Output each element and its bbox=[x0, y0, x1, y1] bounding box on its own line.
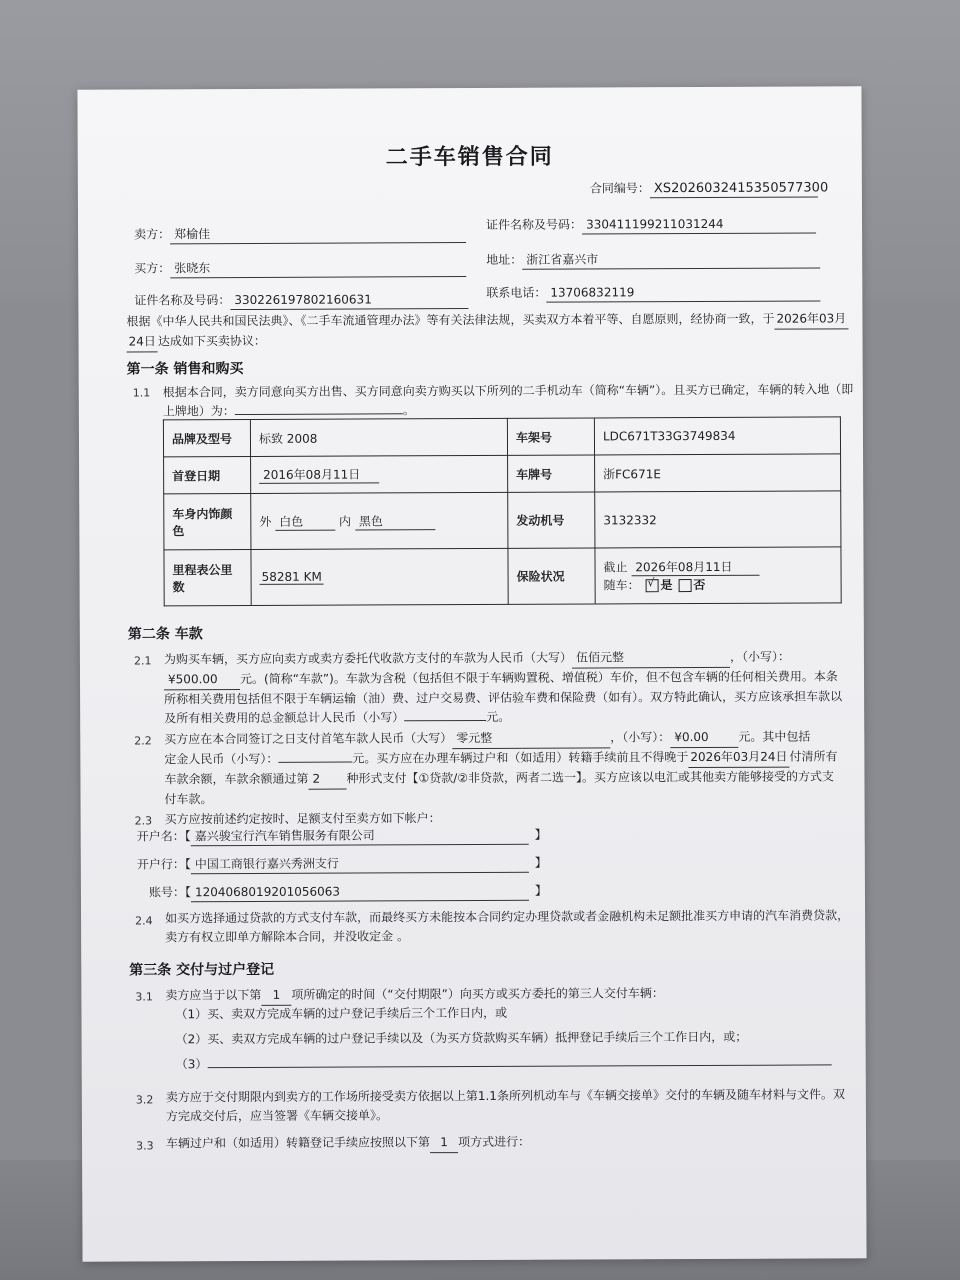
clause-1-1: 根据本合同，卖方同意向买方出售、买方同意向卖方购买以下所列的二手机动车（简称“车辆”）。且买方已确定，车辆的转入地（即 上牌地）为： 。 bbox=[162, 382, 854, 419]
engine-label: 发动机号 bbox=[508, 492, 595, 548]
exterior-color: 白色 bbox=[275, 512, 335, 530]
document-title: 二手车销售合同 bbox=[385, 144, 554, 171]
plate-value: 浙FC671E bbox=[595, 454, 841, 492]
buyer-addr-row: 地址： 浙江省嘉兴市 bbox=[486, 250, 820, 269]
reg-date-value: 2016年08月11日 bbox=[259, 465, 379, 484]
buyer-id-row: 证件名称及号码： 330226197802160631 bbox=[134, 291, 468, 310]
plate-label: 车牌号 bbox=[508, 455, 595, 492]
seller-row: 卖方： 郑榆佳 bbox=[134, 225, 466, 244]
clause-2-4: 如买方选择通过贷款的方式支付车款，而最终买方未能按本合同约定办理贷款或者金融机构未足额批准买方申请的汽车消费贷款， 卖方有权立即单方解除本合同，并没收定金 。 bbox=[165, 908, 850, 945]
check-mark-icon: √ bbox=[647, 576, 655, 590]
insurance-no-checkbox[interactable] bbox=[678, 579, 691, 592]
color-label: 车身内饰颜 色 bbox=[164, 493, 251, 549]
account-bank-row: 开户行：【 中国工商银行嘉兴秀洲支行 】 bbox=[137, 855, 547, 875]
contract-paper: 二手车销售合同 合同编号： XS2026032415350577300 卖方： 郑榆佳 证件名称及号码： 330411199211031244 买方： 张晓东 地址： 浙江省嘉兴市 证件名称及号码： 330226197802160631 联系电话： 13706832119 根据《中华人民共和国民法典》、《二手车流通管理办法》等有关法律法规，买卖双方本着平等、自愿原则，经协商一致，于 2026年03月 24日 达成如下买卖协议： 第一条 销售和购买 1.1 根据本合同，卖方同意向买方出售、买方同意向卖方购买以下所列的二手机动车（简称“车辆”）。且买方已确定，车辆的转入地（即 上牌地）为： 。 品牌及型号 标致 2008 车架号 LDC671T33G3749834 首登日期 2016年08月11日 车牌号 浙FC671E 车身内饰颜 色 外 白色 内 黑色 发动机号 3132332 里程表公里 数 58281 KM 保险状况 截止 2026年08月11日 随车： √ 是 否 第二条 车款 2.1 为购买车辆，买方应向卖方或卖方委托代收款方支付的车款为人民币（大写） 伍佰元整 ，（小写）： ¥500.00 元。(简称“车款”)。车款为含税（包括但不限于车辆购置税、增值税）车价，但不包含车辆的任何相关费用。本条 所称相关费用包括但不限于车辆运输（油）费、过户交易费、评估验车费和保险费（如有）。双方特此确认，买方应该承担车款以 及所有相关费用的总金额总计人民币（小写） 元。 2.2 买方应在本合同签订之日支付首笔车款人民币（大写） 零元整 ，（小写）： ¥0.00 元。其中包括 定金人民币（小写）： 元。买方应在办理车辆过户和（如适用）转籍手续前且不得晚于 2026年03月24日 付清所有 车款余额，车款余额通过第 2 种形式支付【①贷款/②非贷款，两者二选一】。买方应该以电汇或其他卖方能够接受的方式支 付车款。 2.3 买方应按前述约定按时、足额支付至卖方如下帐户： 开户名：【 嘉兴骏宝行汽车销售服务有限公司 】 开户行：【 中国工商银行嘉兴秀洲支行 】 账号：【 1204068019201056063 】 2.4 如买方选择通过贷款的方式支付车款，而最终买方未能按本合同约定办理贷款或者金融机构未足额批准买方申请的汽车消费贷款， 卖方有权立即单方解除本合同，并没收定金 。 第三条 交付与过户登记 3.1 卖方应当于以下第 1 项所确定的时间（“交付期限”）向买方或买方委托的第三人交付车辆： （1）买、卖双方完成车辆的过户登记手续后三个工作日内，或 （2）买、卖双方完成车辆的过户登记手续以及（为买方贷款购买车辆）抵押登记手续后三个工作日内，或； （3） 3.2 卖方应于交付期限内到卖方的工作场所接受卖方依据以上第1.1条所列机动车与《车辆交接单》交付的车辆及随车材料与文件。双 方完成交付后，应当签署《车辆交接单》。 3.3 车辆过户和（如适用）转籍登记手续应按照以下第 1 项方式进行： bbox=[77, 86, 866, 1261]
section-3-heading: 第三条 交付与过户登记 bbox=[129, 961, 275, 979]
account-no-row: 账号：【 1204068019201056063 】 bbox=[149, 883, 547, 903]
buyer-id: 330226197802160631 bbox=[230, 291, 468, 310]
seller-id: 330411199211031244 bbox=[582, 215, 816, 234]
clause-3-1: 卖方应当于以下第 1 项所确定的时间（“交付期限”）向买方或买方委托的第三人交付车辆： bbox=[165, 984, 664, 1006]
brand-label: 品牌及型号 bbox=[163, 419, 250, 456]
clause-3-2: 卖方应于交付期限内到卖方的工作场所接受卖方依据以上第1.1条所列机动车与《车辆交接单》交付的车辆及随车材料与文件。双 方完成交付后，应当签署《车辆交接单》。 bbox=[165, 1087, 845, 1124]
clause-2-2: 买方应在本合同签订之日支付首笔车款人民币（大写） 零元整 ，（小写）： ¥0.00 元。其中包括 定金人民币（小写）： 元。买方应在办理车辆过户和（如适用）转籍手续前且不得晚于 2026年03月24日 付清所有 车款余额，车款余额通过第 2 种形式支付【①贷款/②非贷款，两者二选一】。买方应该以电汇或其他卖方能够接受的方式支 付车款。 bbox=[164, 729, 838, 807]
account-no: 1204068019201056063 bbox=[191, 883, 529, 902]
buyer-phone-row: 联系电话： 13706832119 bbox=[486, 283, 820, 302]
buyer-address: 浙江省嘉兴市 bbox=[522, 250, 820, 269]
insurance-value: 截止 2026年08月11日 随车： √ 是 否 bbox=[595, 547, 841, 604]
engine-value: 3132332 bbox=[595, 491, 841, 548]
interior-color: 黑色 bbox=[355, 512, 435, 530]
vehicle-info-table bbox=[163, 416, 842, 606]
option-3: （3） bbox=[176, 1052, 832, 1074]
clause-2-1: 为购买车辆，买方应向卖方或卖方委托代收款方支付的车款为人民币（大写） 伍佰元整 ，（小写）： ¥500.00 元。(简称“车款”)。车款为含税（包括但不限于车辆购置税、增值税）车价，但不包含车辆的任何相关费用。本条 所称相关费用包括但不限于车辆运输（油）费、过户交易费、评估验车费和保险费（如有）。双方特此确认，买方应该承担车款以 及所有相关费用的总金额总计人民币（小写） 元。 bbox=[163, 649, 843, 726]
account-name-row: 开户名：【 嘉兴骏宝行汽车销售服务有限公司 】 bbox=[137, 827, 547, 847]
brand-value: 标致 2008 bbox=[250, 418, 507, 456]
vin-value: LDC671T33G3749834 bbox=[594, 417, 840, 455]
seller-id-row: 证件名称及号码： 330411199211031244 bbox=[486, 215, 816, 234]
color-value: 外 白色 内 黑色 bbox=[251, 492, 508, 549]
buyer-phone: 13706832119 bbox=[546, 283, 820, 302]
account-bank: 中国工商银行嘉兴秀洲支行 bbox=[191, 855, 529, 874]
section-1-heading: 第一条 销售和购买 bbox=[126, 360, 244, 378]
insurance-label: 保险状况 bbox=[508, 548, 595, 604]
clause-2-3: 买方应按前述约定按时、足额支付至卖方如下帐户： bbox=[164, 811, 441, 827]
preamble: 根据《中华人民共和国民法典》、《二手车流通管理办法》等有关法律法规，买卖双方本着平等、自愿原则，经协商一致，于 2026年03月 24日 达成如下买卖协议： bbox=[126, 309, 848, 352]
buyer-name: 张晓东 bbox=[170, 259, 466, 278]
account-name: 嘉兴骏宝行汽车销售服务有限公司 bbox=[191, 827, 529, 846]
vin-label: 车架号 bbox=[507, 418, 594, 455]
section-2-heading: 第二条 车款 bbox=[127, 626, 203, 643]
clause-3-3: 车辆过户和（如适用）转籍登记手续应按照以下第 1 项方式进行： bbox=[166, 1133, 530, 1155]
option-1: （1）买、卖双方完成车辆的过户登记手续后三个工作日内，或 bbox=[175, 1005, 508, 1022]
reg-date-label: 首登日期 bbox=[164, 456, 251, 493]
contract-no-row: 合同编号： XS2026032415350577300 bbox=[590, 179, 818, 198]
option-2: （2）买、卖双方完成车辆的过户登记手续以及（为买方贷款购买车辆）抵押登记手续后三个工作日内，或； bbox=[175, 1029, 748, 1047]
odometer-label: 里程表公里 数 bbox=[164, 549, 251, 605]
seller-name: 郑榆佳 bbox=[170, 225, 466, 244]
insurance-yes-checkbox[interactable] bbox=[645, 576, 658, 592]
contract-no: XS2026032415350577300 bbox=[650, 179, 818, 198]
buyer-row: 买方： 张晓东 bbox=[134, 259, 466, 278]
insurance-until: 2026年08月11日 bbox=[631, 558, 759, 577]
odometer-value: 58281 KM bbox=[260, 570, 324, 585]
